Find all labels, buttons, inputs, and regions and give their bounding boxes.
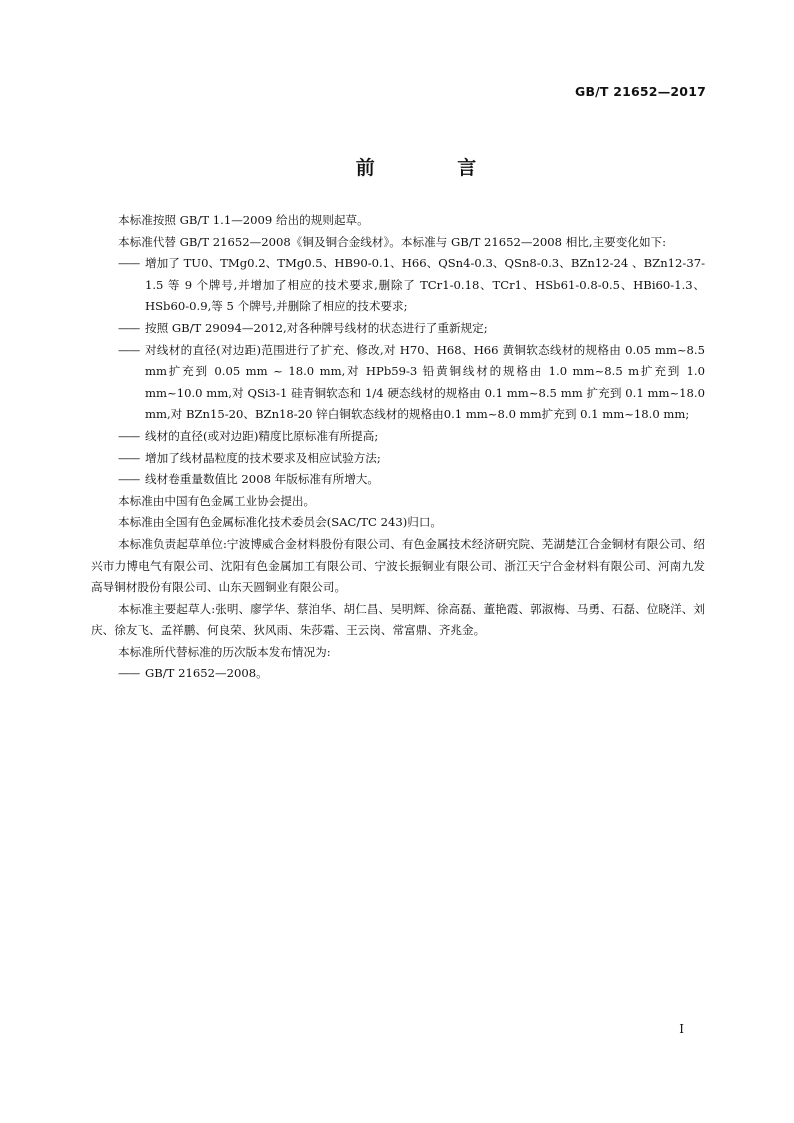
change-text: 线材卷重量数值比 2008 年版标准有所增大。	[145, 472, 379, 487]
paragraph-proposer: 本标准由中国有色金属工业协会提出。	[118, 493, 316, 508]
change-item	[91, 448, 705, 470]
change-item	[91, 318, 705, 340]
page-title: 前 言	[355, 157, 515, 179]
dash-mark: ——	[118, 342, 140, 357]
change-item	[91, 253, 705, 318]
change-item	[91, 426, 705, 448]
paragraph-replacement: 本标准代替 GB/T 21652—2008《铜及铜合金线材》。本标准与 GB/T 21652—2008 相比,主要变化如下:	[118, 234, 667, 249]
paragraph-history-intro: 本标准所代替标准的历次版本发布情况为:	[118, 644, 331, 659]
change-text: 增加了线材晶粒度的技术要求及相应试验方法;	[145, 450, 381, 465]
dash-mark: ——	[118, 428, 140, 443]
dash-mark: ——	[118, 320, 140, 335]
change-item	[91, 340, 705, 426]
history-item	[91, 663, 705, 685]
dash-mark: ——	[118, 666, 140, 681]
paragraph-drafting-units: 本标准负责起草单位:宁波博威合金材料股份有限公司、有色金属技术经济研究院、芜湖楚江合金铜材有限公司、绍兴市力博电气有限公司、沈阳有色金属加工有限公司、宁波长振铜业有限公司、浙江天宁合金材料有限公司、河南九发高导铜材股份有限公司、山东天圆铜业有限公司。	[91, 536, 705, 595]
page-number: I	[679, 1022, 684, 1036]
dash-mark: ——	[118, 450, 140, 465]
history-text: GB/T 21652—2008。	[145, 666, 268, 681]
change-text: 对线材的直径(对边距)范围进行了扩充、修改,对 H70、H68、H66 黄铜软态线材的规格由 0.05 mm~8.5 mm扩充到 0.05 mm ~ 18.0 mm,对 HPb59-3 铅黄铜线材的规格由 1.0 mm~8.5 m扩充到 1.0 mm~10.0 mm,对 QSi3-1 硅青铜软态和 1/4 硬态线材的规格由 0.1 mm~8.5 mm 扩充到 0.1 mm~18.0 mm,对 BZn15-20、BZn18-20 锌白铜软态线材的规格由0.1 mm~8.0 mm扩充到 0.1 mm~18.0 mm;	[145, 342, 705, 422]
dash-mark: ——	[118, 256, 140, 271]
paragraph-drafters: 本标准主要起草人:张明、廖学华、蔡洎华、胡仁昌、吴明辉、徐高磊、董艳霞、郭淑梅、马勇、石磊、位晓洋、刘庆、徐友飞、孟祥鹏、何良荣、狄风雨、朱莎霜、王云岗、常富鼎、齐兆金。	[91, 601, 705, 638]
change-text: 增加了 TU0、TMg0.2、TMg0.5、HB90-0.1、H66、QSn4-0.3、QSn8-0.3、BZn12-24 、BZn12-37-1.5 等 9 个牌号,并增加了相应的技术要求,删除了 TCr1-0.18、TCr1、HSb61-0.8-0.5、HBi60-1.3、HSb60-0.9,等 5 个牌号,并删除了相应的技术要求;	[145, 256, 705, 314]
change-text: 按照 GB/T 29094—2012,对各种牌号线材的状态进行了重新规定;	[145, 320, 488, 335]
paragraph-committee: 本标准由全国有色金属标准化技术委员会(SAC/TC 243)归口。	[118, 515, 443, 530]
document-body	[91, 210, 705, 685]
dash-mark: ——	[118, 472, 140, 487]
paragraph-drafting-rule: 本标准按照 GB/T 1.1—2009 给出的规则起草。	[118, 213, 369, 227]
standard-number: GB/T 21652—2017	[574, 84, 706, 99]
change-item	[91, 469, 705, 491]
change-text: 线材的直径(或对边距)精度比原标准有所提高;	[145, 428, 379, 443]
